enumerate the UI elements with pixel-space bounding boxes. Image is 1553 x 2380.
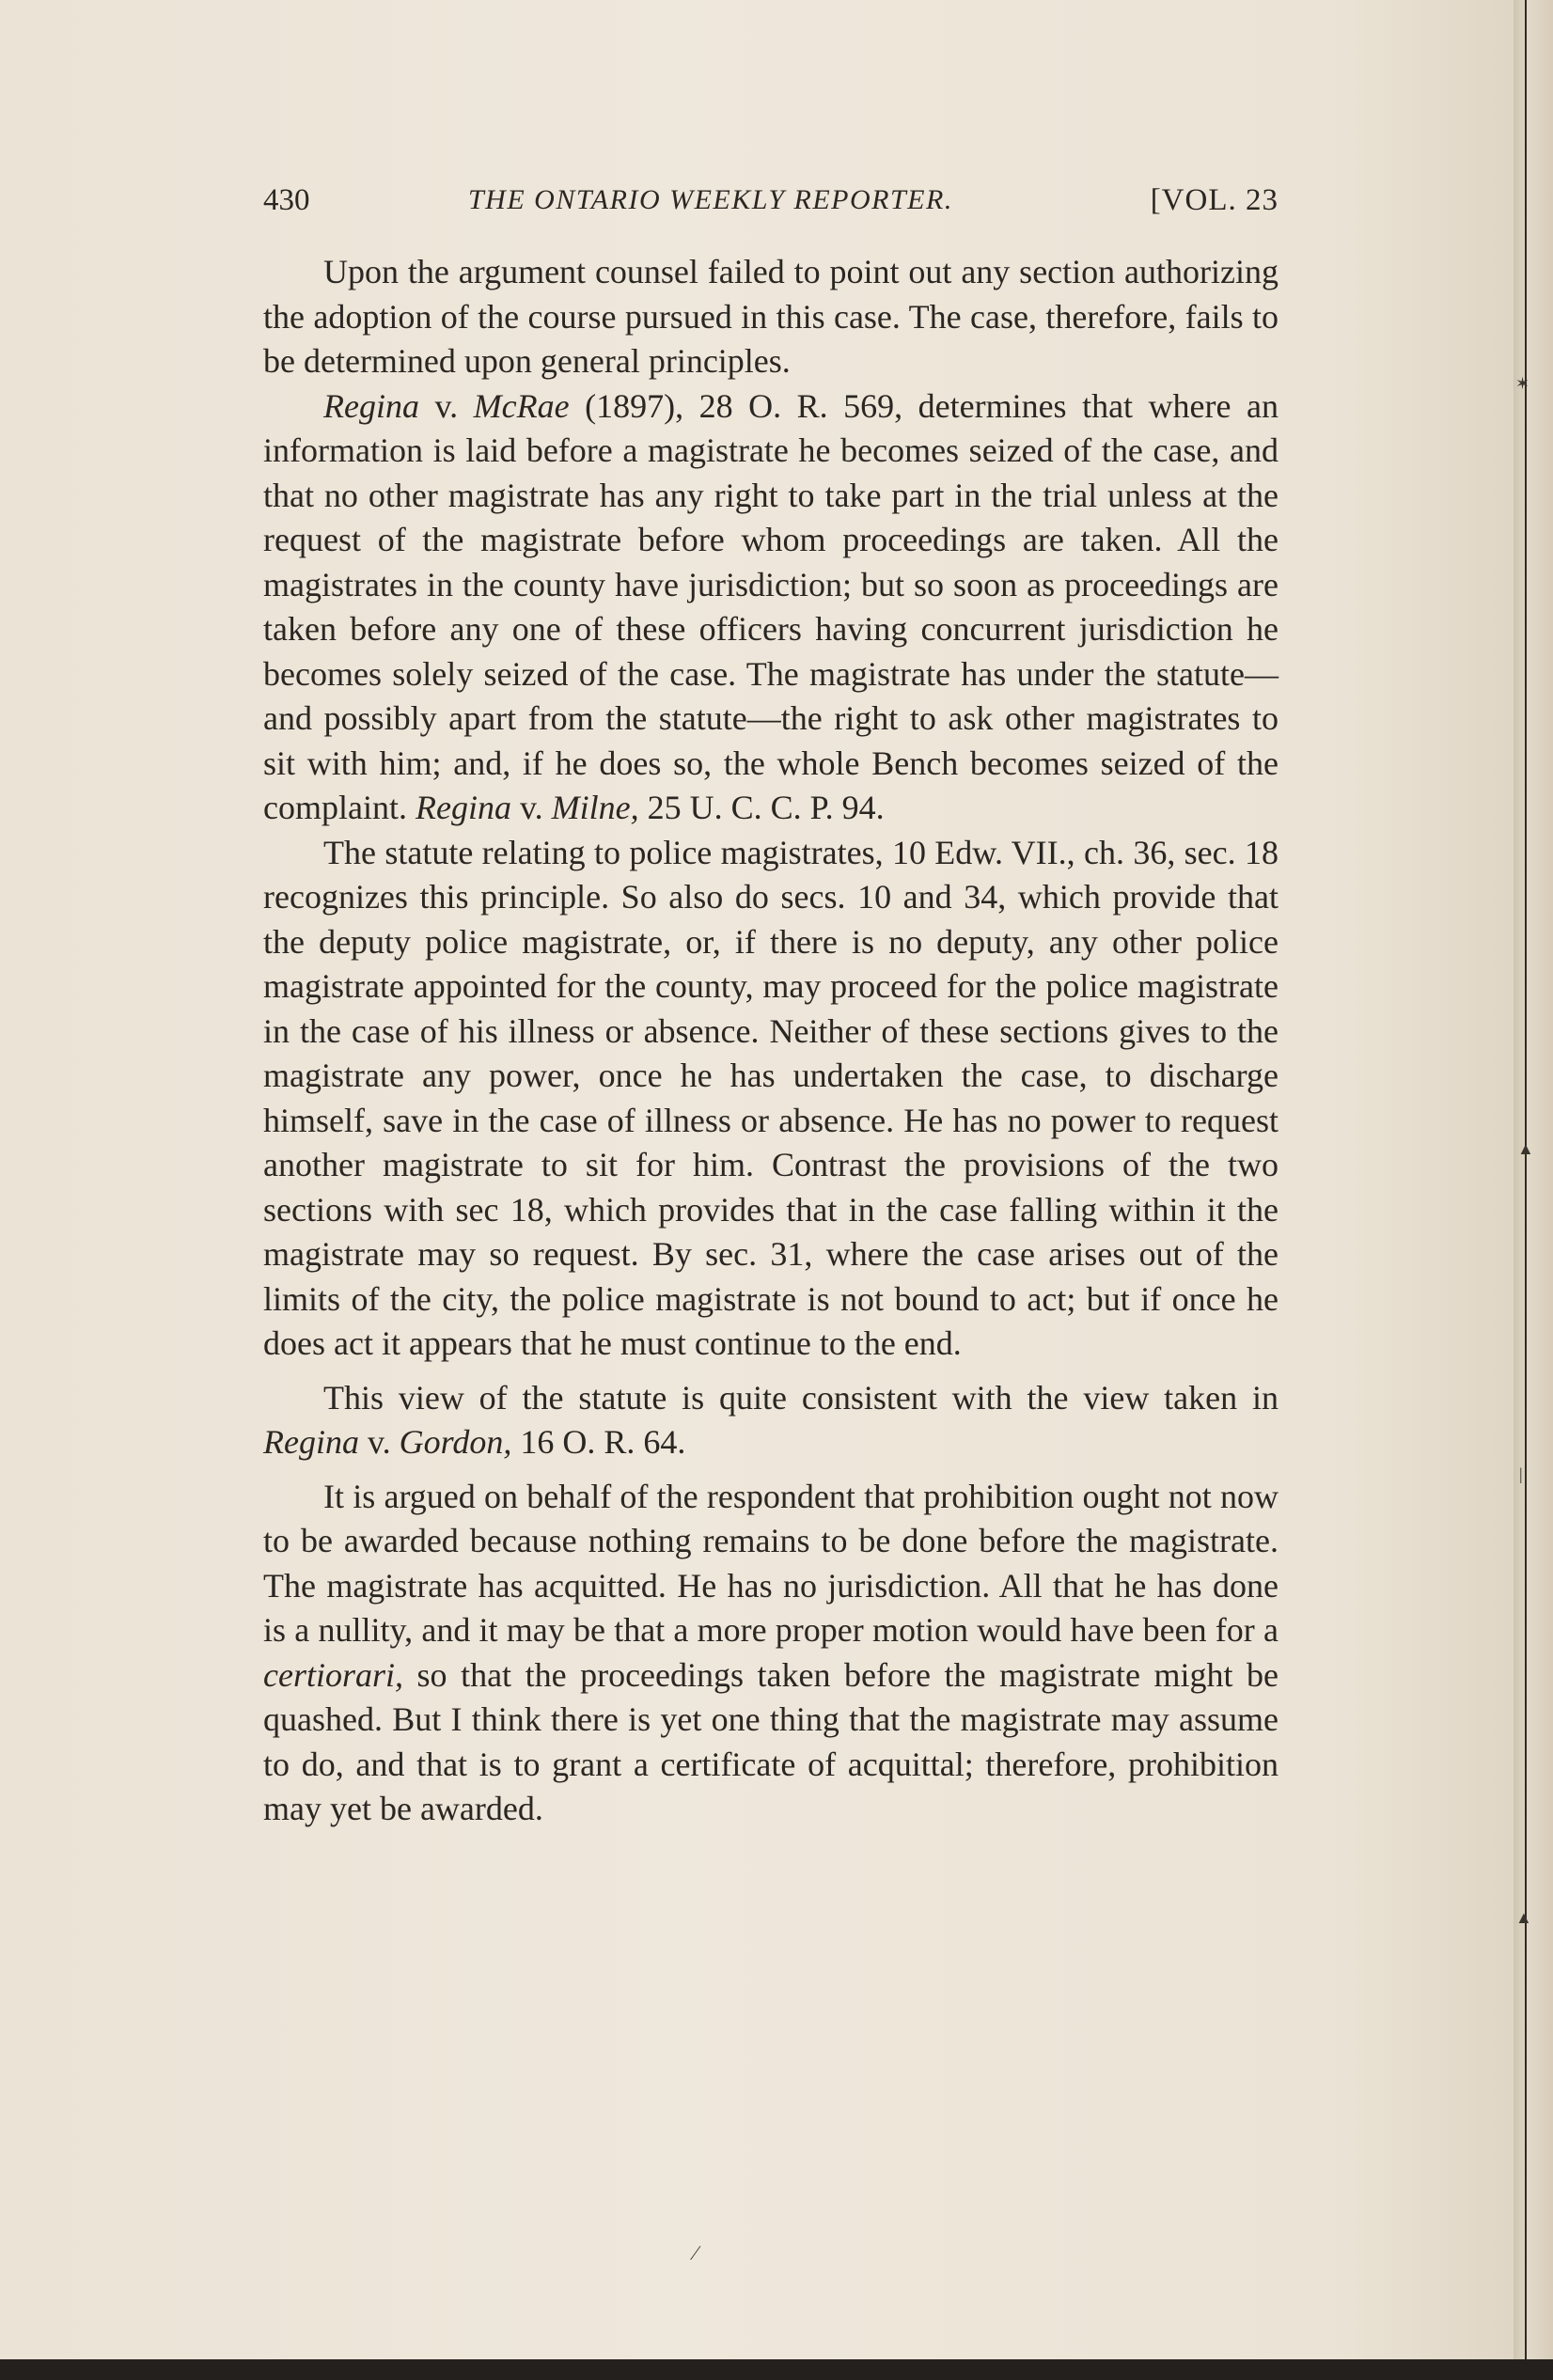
binding-line: [1525, 0, 1527, 2380]
text-run: This view of the statute is quite consistent with the view taken in: [323, 1378, 1278, 1417]
paragraph-3: [263, 831, 1278, 1367]
text-run: 25 U. C. C. P. 94.: [638, 789, 885, 826]
text-run: v.: [358, 1423, 400, 1461]
case-name-italic: Gordon,: [399, 1423, 512, 1461]
case-name-italic: McRae: [473, 386, 570, 425]
margin-mark: |: [1519, 1464, 1523, 1483]
case-name-italic: Regina: [263, 1423, 359, 1461]
margin-mark: ✶: [1515, 374, 1530, 393]
text-run: Upon the argument counsel failed to point out any section authorizing the adoption of the course pursued in this case. The case, therefore, fails to be determined upon general principles.: [263, 253, 1278, 380]
body-text: [263, 250, 1278, 1832]
text-run: 16 O. R. 64.: [511, 1423, 686, 1461]
journal-title: THE ONTARIO WEEKLY REPORTER.: [468, 184, 953, 215]
margin-mark: ▲: [1515, 1908, 1532, 1927]
margin-mark: ▲: [1517, 1139, 1534, 1158]
page-number: 430: [263, 183, 310, 217]
paragraph-2: [263, 384, 1278, 831]
running-header: [263, 179, 1278, 222]
text-run: v.: [418, 386, 474, 425]
paragraph-4: [263, 1376, 1278, 1465]
text-run: The statute relating to police magistrates, 10 Edw. VII., ch. 36, sec. 18 recognizes this principle. So also do secs. 10 and 34, which provide that the deputy police magistrate, or, if there is no deputy, any other police magistrate appointed for the county, may proceed for the police magistrate in the case of his illness or absence. Neither of these sections gives to the magistrate any power, once he has undertaken the case, to discharge himself, save in the case of illness or absence. He has no power to request another magistrate to sit for him. Contrast the provisions of the two sections with sec 18, which provides that in the case falling within it the magistrate may so request. By sec. 31, where the case arises out of the limits of the city, the police magistrate is not bound to act; but if once he does act it appears that he must continue to the end.: [263, 833, 1278, 1362]
text-run: v.: [510, 789, 552, 826]
text-run: so that the proceedings taken before the magistrate might be quashed. But I think there is yet one thing that the magistrate may assume to do, and that is to grant a certificate of acquittal; therefore, prohibition may yet be awarded.: [263, 1655, 1278, 1827]
paragraph-5: [263, 1475, 1278, 1832]
latin-term-italic: certiorari,: [263, 1655, 403, 1694]
bottom-shadow: [0, 2359, 1553, 2380]
page-edge: [1514, 0, 1553, 2380]
case-name-italic: Milne,: [551, 789, 639, 826]
page-speck: ⁄: [694, 2241, 698, 2264]
case-name-italic: Regina: [415, 789, 511, 826]
text-run: (1897), 28 O. R. 569, determines that where an information is laid before a magistrate he becomes seized of the case, and that no other magistrate has any right to take part in the trial unless at the request of the magistrate before whom proceedings are taken. All the magistrates in the county have jurisdiction; but so soon as proceedings are taken before any one of these officers having concurrent jurisdiction he becomes solely seized of the case. The magistrate has under the statute—and possibly apart from the statute—the right to ask other magistrates to sit with him; and, if he does so, the whole Bench becomes seized of the complaint.: [263, 386, 1278, 826]
case-name-italic: Regina: [323, 386, 419, 425]
text-run: It is argued on behalf of the respondent that prohibition ought not now to be awarded because nothing remains to be done before the magistrate. The magistrate has acquitted. He has no jurisdiction. All that he has done is a nullity, and it may be that a more proper motion would have been for a: [263, 1477, 1278, 1649]
paragraph-1: [263, 250, 1278, 384]
volume-label: [VOL. 23: [1150, 183, 1278, 217]
